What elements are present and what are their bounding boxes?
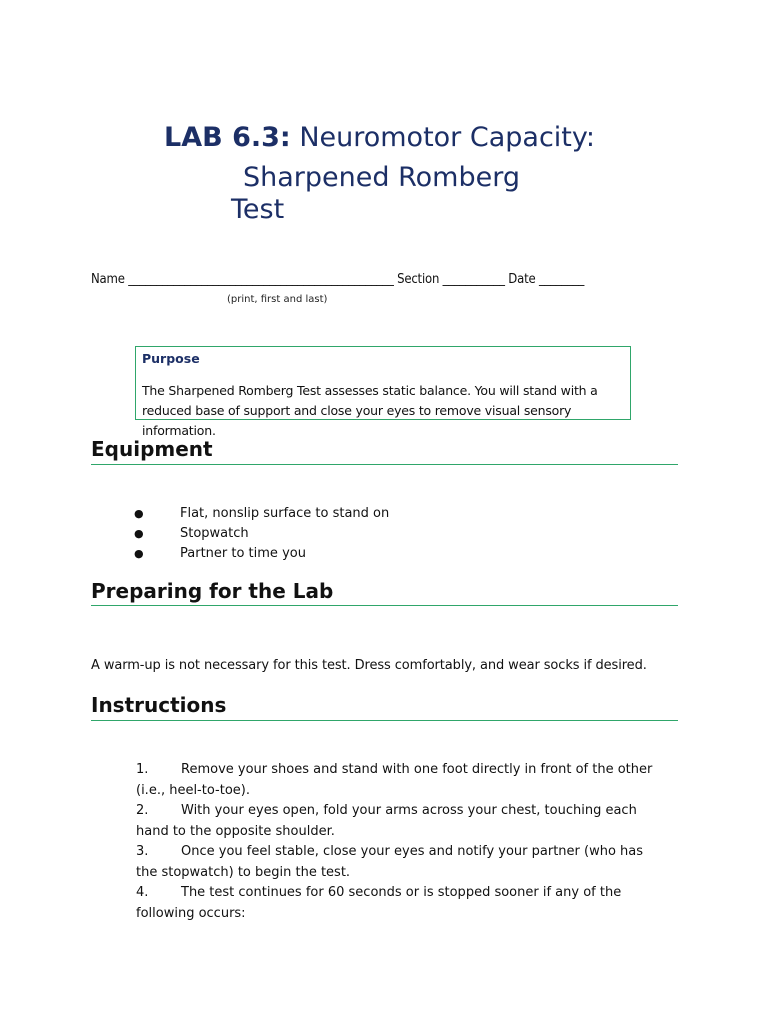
step-text: The test continues for 60 seconds or is stopped sooner if any of the following occurs: (136, 885, 622, 921)
preparing-rule (91, 605, 678, 606)
page-title-line3: Test (231, 194, 285, 225)
preparing-heading: Preparing for the Lab (91, 579, 334, 603)
instructions-list (136, 760, 666, 924)
lab-number: LAB 6.3: (164, 122, 291, 153)
title-text-1: Neuromotor Capacity: (299, 122, 595, 153)
name-hint: (print, first and last) (227, 294, 328, 305)
instructions-rule (91, 720, 678, 721)
bullet-icon: ● (134, 547, 144, 560)
step-text: With your eyes open, fold your arms across your chest, touching each hand to the opposite shoulder. (136, 803, 637, 839)
list-item (136, 801, 666, 842)
purpose-text: The Sharpened Romberg Test assesses static balance. You will stand with a reduced base of support and close your eyes to remove visual sensory information. (142, 383, 598, 438)
bullet-icon: ● (134, 507, 144, 520)
list-item-text: Partner to time you (180, 546, 306, 561)
step-number: 4. (136, 885, 149, 900)
equipment-heading: Equipment (91, 437, 213, 461)
list-item (136, 883, 666, 924)
step-text: Once you feel stable, close your eyes and notify your partner (who has the stopwatch) to begin the test. (136, 844, 644, 880)
purpose-heading: Purpose (142, 351, 200, 366)
purpose-box (135, 346, 631, 438)
step-text: Remove your shoes and stand with one foot directly in front of the other (i.e., heel-to-toe). (136, 762, 653, 798)
list-item-text: Stopwatch (180, 526, 249, 541)
preparing-text: A warm-up is not necessary for this test. Dress comfortably, and wear socks if desired. (91, 658, 647, 673)
bullet-icon: ● (134, 527, 144, 540)
page-title-line1 (164, 122, 595, 153)
step-number: 1. (136, 762, 149, 777)
list-item (136, 760, 666, 801)
list-item (136, 842, 666, 883)
step-number: 2. (136, 803, 149, 818)
equipment-rule (91, 464, 678, 465)
step-number: 3. (136, 844, 149, 859)
page-title-line2: Sharpened Romberg (243, 162, 520, 193)
name-section-date-line: Name _______________________________________________ Section ___________ Date ________ (91, 272, 585, 287)
list-item-text: Flat, nonslip surface to stand on (180, 506, 390, 521)
instructions-heading: Instructions (91, 693, 227, 717)
